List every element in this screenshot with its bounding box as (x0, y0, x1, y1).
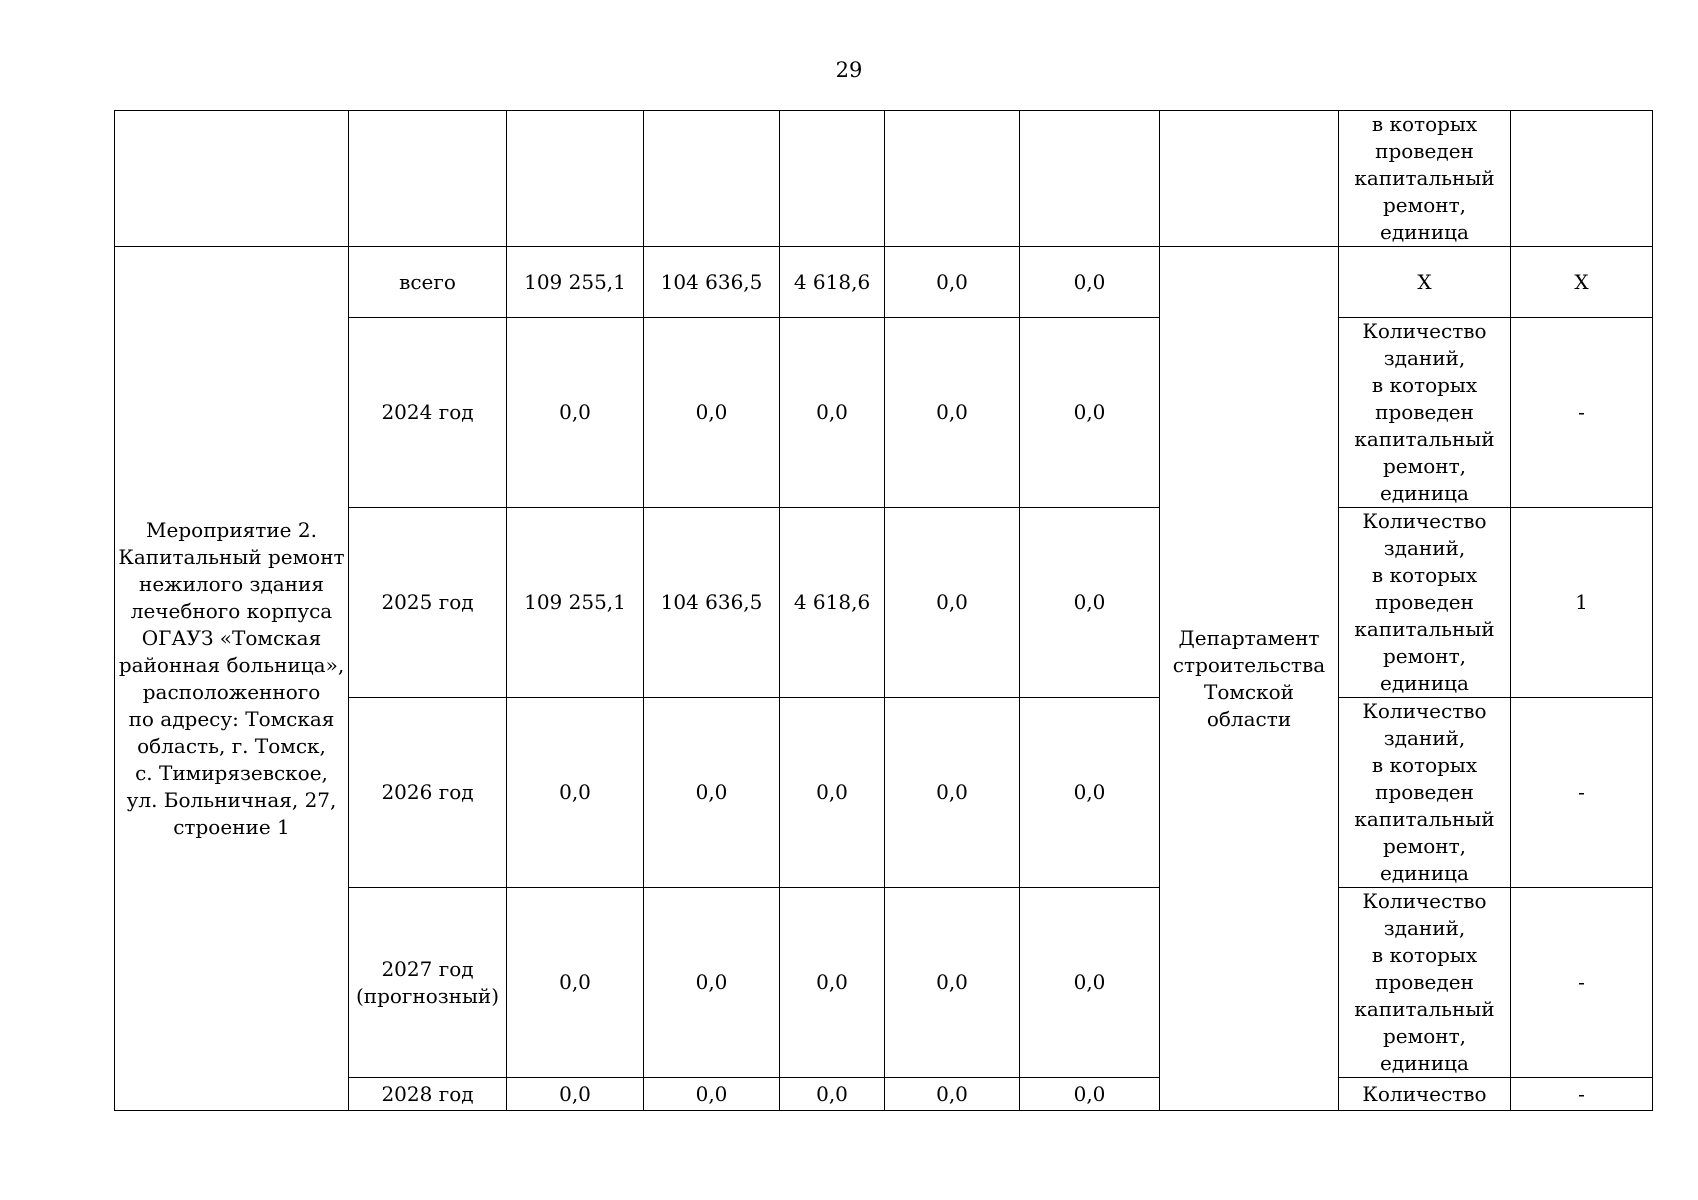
period-line: (прогнозный) (355, 983, 500, 1008)
indicator-line: в которых (1371, 373, 1478, 397)
amount-cell: 0,0 (885, 508, 1020, 698)
measure-line: расположенного (142, 679, 321, 704)
cell-empty (507, 111, 644, 247)
table-row-total (115, 247, 1653, 318)
amount-cell: 0,0 (780, 318, 885, 508)
total-cell: 0,0 (507, 318, 644, 508)
indicator-line: в которых (1371, 112, 1478, 136)
measure-line: Мероприятие 2. (146, 517, 317, 542)
measure-line: лечебного корпуса (130, 598, 333, 623)
executor-line: строительства (1172, 652, 1326, 677)
indicator-cell (1339, 888, 1511, 1078)
indicator-line: проведен (1375, 970, 1474, 994)
indicator-line: Количество (1362, 699, 1487, 723)
indicator-value-cell: - (1511, 318, 1653, 508)
indicator-line: проведен (1375, 139, 1474, 163)
amount-cell: 0,0 (644, 1078, 780, 1111)
page-number: 29 (835, 58, 863, 82)
indicator-line: капитальный (1354, 617, 1495, 641)
indicator-value-cell: X (1511, 247, 1653, 318)
period-line: 2027 год (381, 956, 474, 981)
indicator-line: капитальный (1354, 997, 1495, 1021)
indicator-cell (1339, 318, 1511, 508)
measure-line: нежилого здания (139, 571, 324, 596)
indicator-value-cell: - (1511, 888, 1653, 1078)
cell-empty (885, 111, 1020, 247)
amount-cell: 0,0 (1020, 247, 1160, 318)
amount-cell: 0,0 (885, 698, 1020, 888)
amount-cell: 0,0 (780, 698, 885, 888)
amount-cell: 0,0 (644, 698, 780, 888)
indicator-line: зданий, (1383, 916, 1466, 940)
total-cell: 0,0 (507, 698, 644, 888)
executor-cell (1160, 247, 1339, 1111)
amount-cell: 0,0 (780, 1078, 885, 1111)
amount-cell: 0,0 (1020, 318, 1160, 508)
amount-cell: 0,0 (885, 247, 1020, 318)
period-cell (349, 888, 507, 1078)
total-cell: 109 255,1 (507, 247, 644, 318)
cell-empty (349, 111, 507, 247)
indicator-line: Количество (1362, 509, 1487, 533)
cell-empty (1511, 111, 1653, 247)
amount-cell: 0,0 (644, 888, 780, 1078)
indicator-line: капитальный (1354, 166, 1495, 190)
indicator-line: зданий, (1383, 726, 1466, 750)
amount-cell: 0,0 (1020, 698, 1160, 888)
period-cell: 2026 год (349, 698, 507, 888)
executor-line: области (1206, 706, 1292, 731)
cell-empty (1020, 111, 1160, 247)
measure-line: Капитальный ремонт (118, 544, 345, 569)
measure-line: строение 1 (173, 814, 290, 839)
amount-cell: 4 618,6 (780, 247, 885, 318)
indicator-line: проведен (1375, 590, 1474, 614)
measure-line: область, г. Томск, (137, 733, 326, 758)
indicator-cell: Количество (1339, 1078, 1511, 1111)
cell-empty (1160, 111, 1339, 247)
indicator-line: зданий, (1383, 536, 1466, 560)
indicator-line: единица (1380, 861, 1469, 885)
amount-cell: 0,0 (780, 888, 885, 1078)
amount-cell: 4 618,6 (780, 508, 885, 698)
cell-empty (780, 111, 885, 247)
executor-line: Томской (1203, 679, 1294, 704)
total-cell: 109 255,1 (507, 508, 644, 698)
indicator-value-cell: 1 (1511, 508, 1653, 698)
measure-line: ул. Больничная, 27, (126, 787, 337, 812)
indicator-cell (1339, 698, 1511, 888)
indicator-line: единица (1380, 220, 1469, 244)
table-row-continuation (115, 111, 1653, 247)
amount-cell: 0,0 (885, 318, 1020, 508)
measure-description (115, 247, 349, 1111)
indicator-line: в которых (1371, 753, 1478, 777)
indicator-line: зданий, (1383, 346, 1466, 370)
indicator-value-cell: - (1511, 698, 1653, 888)
cell-empty (115, 111, 349, 247)
measure-line: ОГАУЗ «Томская (141, 625, 322, 650)
amount-cell: 104 636,5 (644, 247, 780, 318)
indicator-line: ремонт, (1383, 454, 1466, 478)
indicator-line: Количество (1362, 889, 1487, 913)
amount-cell: 0,0 (885, 888, 1020, 1078)
period-cell: 2025 год (349, 508, 507, 698)
indicator-line: ремонт, (1383, 1024, 1466, 1048)
period-cell: всего (349, 247, 507, 318)
indicator-line: проведен (1375, 400, 1474, 424)
period-cell: 2024 год (349, 318, 507, 508)
indicator-line: капитальный (1354, 807, 1495, 831)
cell-empty (644, 111, 780, 247)
amount-cell: 0,0 (1020, 1078, 1160, 1111)
period-cell: 2028 год (349, 1078, 507, 1111)
indicator-line: в которых (1371, 563, 1478, 587)
indicator-line: капитальный (1354, 427, 1495, 451)
indicator-line: единица (1380, 481, 1469, 505)
measure-line: по адресу: Томская (128, 706, 335, 731)
indicator-line: в которых (1371, 943, 1478, 967)
indicator-line: единица (1380, 1051, 1469, 1075)
indicator-line: ремонт, (1383, 193, 1466, 217)
indicator-cell (1339, 508, 1511, 698)
amount-cell: 0,0 (1020, 888, 1160, 1078)
indicator-line: ремонт, (1383, 644, 1466, 668)
budget-table (114, 110, 1653, 1111)
amount-cell: 0,0 (644, 318, 780, 508)
indicator-cell: X (1339, 247, 1511, 318)
executor-line: Департамент (1178, 625, 1320, 650)
measure-line: районная больница», (118, 652, 345, 677)
indicator-line: проведен (1375, 780, 1474, 804)
measure-line: с. Тимирязевское, (135, 760, 328, 785)
total-cell: 0,0 (507, 888, 644, 1078)
amount-cell: 104 636,5 (644, 508, 780, 698)
indicator-value-cell: - (1511, 1078, 1653, 1111)
amount-cell: 0,0 (1020, 508, 1160, 698)
indicator-line: ремонт, (1383, 834, 1466, 858)
indicator-cell-continuation (1339, 111, 1511, 247)
indicator-line: единица (1380, 671, 1469, 695)
amount-cell: 0,0 (885, 1078, 1020, 1111)
indicator-line: Количество (1362, 319, 1487, 343)
total-cell: 0,0 (507, 1078, 644, 1111)
